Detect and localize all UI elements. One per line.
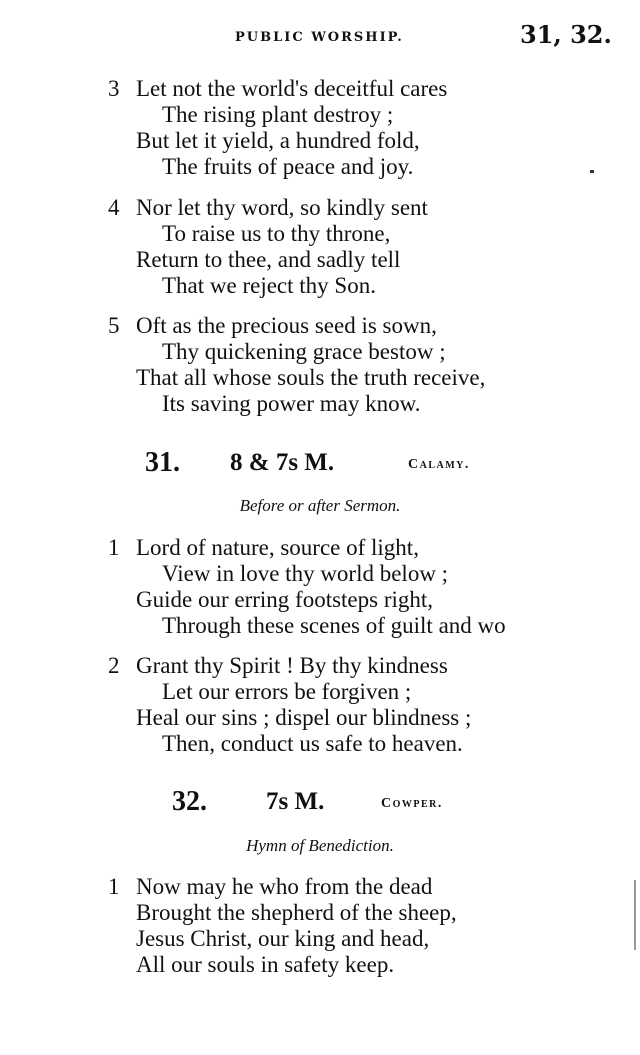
- hymn-meter: 7s M.: [266, 788, 325, 815]
- hymn-meter: 8 & 7s M.: [230, 449, 335, 476]
- verse-line: Heal our sins ; dispel our blindness ;: [136, 705, 472, 730]
- hymn-31-verse-1: [108, 535, 506, 639]
- verse-line: That we reject thy Son.: [162, 273, 376, 298]
- verse-line: But let it yield, a hundred fold,: [136, 128, 420, 153]
- verse-4: [108, 195, 428, 299]
- verse-line: Then, conduct us safe to heaven.: [162, 731, 463, 756]
- verse-line: That all whose souls the truth receive,: [136, 365, 486, 390]
- verse-number: 1: [108, 874, 120, 899]
- verse-number: 4: [108, 195, 120, 220]
- verse-line: Lord of nature, source of light,: [136, 535, 419, 560]
- running-header: PUBLIC WORSHIP.: [235, 30, 404, 45]
- verse-line: Its saving power may know.: [162, 391, 421, 416]
- verse-line: Return to thee, and sadly tell: [136, 247, 401, 272]
- verse-line: All our souls in safety keep.: [136, 952, 395, 977]
- hymn-32-verse-1: [108, 874, 457, 978]
- scan-speck: [590, 170, 594, 173]
- hymn-number: 32.: [172, 786, 207, 817]
- hymn-occasion: Hymn of Benediction.: [246, 836, 394, 855]
- verse-line: Grant thy Spirit ! By thy kindness: [136, 653, 448, 678]
- verse-line: Nor let thy word, so kindly sent: [136, 195, 428, 220]
- hymn-author: Calamy.: [408, 457, 470, 472]
- scan-edge-mark: [634, 880, 636, 950]
- hymn-occasion: Before or after Sermon.: [239, 496, 401, 515]
- verse-line: Brought the shepherd of the sheep,: [136, 900, 457, 925]
- verse-line: Through these scenes of guilt and wo: [162, 613, 506, 638]
- hymn-31-verse-2: [108, 653, 471, 757]
- verse-line: View in love thy world below ;: [162, 561, 449, 586]
- verse-number: 5: [108, 313, 120, 338]
- hymn-number: 31.: [145, 447, 180, 478]
- verse-number: 3: [108, 76, 120, 101]
- page-numbers: 31, 32.: [520, 20, 612, 49]
- verse-line: Let not the world's deceitful cares: [136, 76, 448, 101]
- hymn-author: Cowper.: [381, 796, 443, 811]
- verse-number: 1: [108, 535, 120, 560]
- verse-line: Let our errors be forgiven ;: [162, 679, 412, 704]
- verse-line: Jesus Christ, our king and head,: [136, 926, 430, 951]
- verse-line: Now may he who from the dead: [136, 874, 433, 899]
- hymn-31-heading: [0, 447, 640, 481]
- verse-3: [108, 76, 447, 180]
- verse-line: To raise us to thy throne,: [162, 221, 391, 246]
- verse-line: Guide our erring footsteps right,: [136, 587, 434, 612]
- verse-line: The fruits of peace and joy.: [162, 154, 414, 179]
- verse-5: [108, 313, 485, 417]
- hymn-32-heading: [0, 786, 640, 820]
- verse-line: Oft as the precious seed is sown,: [136, 313, 437, 338]
- verse-number: 2: [108, 653, 120, 678]
- verse-line: Thy quickening grace bestow ;: [162, 339, 446, 364]
- verse-line: The rising plant destroy ;: [162, 102, 394, 127]
